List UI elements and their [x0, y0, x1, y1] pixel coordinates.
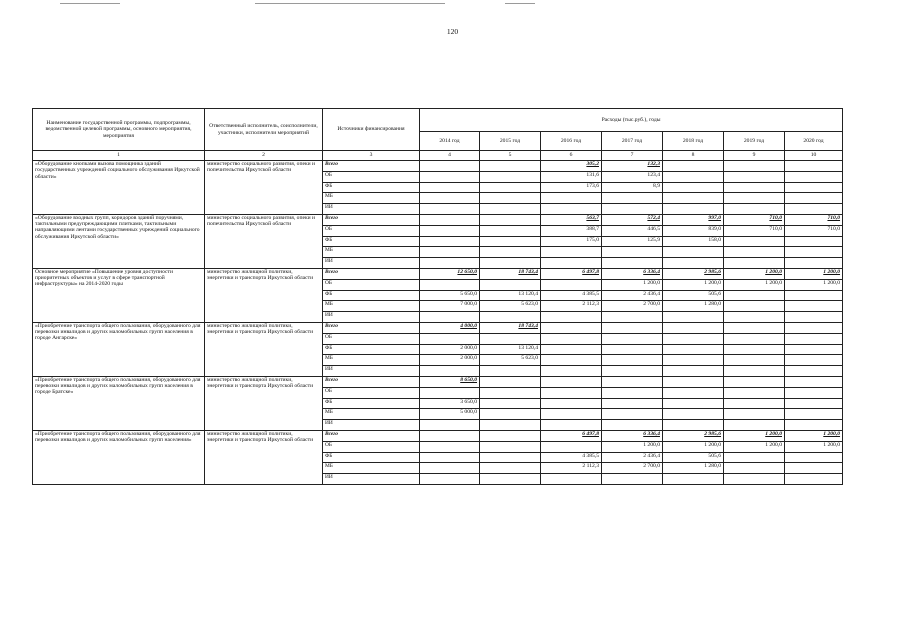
column-number: 3	[323, 151, 420, 161]
amount-cell: 2 985,6	[663, 430, 724, 441]
funding-source: ОБ	[323, 279, 420, 290]
amount-cell	[663, 387, 724, 398]
amount-cell: 1 200,0	[602, 441, 663, 452]
executor-name: министерство жилищной политики, энергетики и транспорта Иркутской области	[205, 268, 323, 322]
measure-name: «Приобретение транспорта общего пользования, оборудованного для перевозки инвалидов и других маломобильных групп населения»	[33, 430, 205, 484]
amount-cell: 2 000,0	[420, 355, 480, 366]
funding-source: МБ	[323, 301, 420, 312]
amount-cell: 13 120,4	[480, 344, 541, 355]
amount-cell	[420, 171, 480, 182]
amount-cell: 572,4	[602, 214, 663, 225]
amount-cell	[420, 247, 480, 258]
amount-cell	[785, 409, 843, 420]
amount-cell	[785, 366, 843, 377]
amount-cell	[602, 398, 663, 409]
measure-name: «Оборудование входных групп, коридоров зданий поручнями, тактильными предупреждающими плитками, тактильными направляющими лентами государственных учреждений социального обслуживания Иркутской области»	[33, 214, 205, 268]
amount-cell	[480, 204, 541, 215]
amount-cell	[480, 376, 541, 387]
amount-cell	[663, 398, 724, 409]
amount-cell	[420, 387, 480, 398]
amount-cell	[541, 344, 602, 355]
amount-cell	[480, 171, 541, 182]
amount-cell	[602, 474, 663, 485]
amount-cell	[785, 387, 843, 398]
funding-source: Всего	[323, 376, 420, 387]
amount-cell: 997,0	[663, 214, 724, 225]
amount-cell	[480, 214, 541, 225]
amount-cell: 446,5	[602, 225, 663, 236]
amount-cell: 1 200,0	[663, 279, 724, 290]
column-number: 6	[541, 151, 602, 161]
amount-cell: 2 436,4	[602, 452, 663, 463]
measure-name: «Приобретение транспорта общего пользования, оборудованного для перевозки инвалидов и других маломобильных групп населения в городе Ангарске»	[33, 322, 205, 376]
amount-cell: 6 336,4	[602, 430, 663, 441]
amount-cell	[602, 193, 663, 204]
amount-cell: 2 000,0	[420, 344, 480, 355]
amount-cell	[785, 474, 843, 485]
amount-cell: 4 385,5	[541, 452, 602, 463]
amount-cell	[602, 247, 663, 258]
table-row	[33, 268, 843, 279]
amount-cell	[480, 420, 541, 431]
amount-cell	[480, 430, 541, 441]
column-number: 7	[602, 151, 663, 161]
funding-source: Всего	[323, 430, 420, 441]
amount-cell	[480, 387, 541, 398]
header-year: 2017 год	[602, 132, 663, 151]
amount-cell: 1 200,0	[724, 430, 785, 441]
amount-cell: 123,4	[602, 171, 663, 182]
amount-cell	[480, 398, 541, 409]
amount-cell: 710,0	[785, 225, 843, 236]
amount-cell	[602, 409, 663, 420]
column-number: 8	[663, 151, 724, 161]
amount-cell	[541, 366, 602, 377]
amount-cell	[663, 409, 724, 420]
amount-cell: 710,0	[724, 225, 785, 236]
amount-cell	[724, 398, 785, 409]
funding-source: МБ	[323, 193, 420, 204]
amount-cell	[663, 247, 724, 258]
amount-cell	[420, 452, 480, 463]
header-year: 2014 год	[420, 132, 480, 151]
amount-cell	[480, 225, 541, 236]
amount-cell	[785, 247, 843, 258]
header-year: 2018 год	[663, 132, 724, 151]
amount-cell: 710,0	[724, 214, 785, 225]
amount-cell	[602, 344, 663, 355]
amount-cell	[785, 376, 843, 387]
amount-cell	[541, 312, 602, 323]
table-row	[33, 376, 843, 387]
executor-name: министерство жилищной политики, энергетики и транспорта Иркутской области	[205, 376, 323, 430]
funding-source: ФБ	[323, 290, 420, 301]
amount-cell	[541, 322, 602, 333]
amount-cell: 2 436,4	[602, 290, 663, 301]
amount-cell	[785, 301, 843, 312]
amount-cell	[541, 387, 602, 398]
amount-cell: 1 200,0	[785, 430, 843, 441]
funding-source: ИИ	[323, 420, 420, 431]
amount-cell: 4 385,5	[541, 290, 602, 301]
amount-cell	[541, 398, 602, 409]
amount-cell: 6 336,4	[602, 268, 663, 279]
amount-cell	[785, 344, 843, 355]
funding-source: ФБ	[323, 344, 420, 355]
amount-cell: 1 200,0	[785, 441, 843, 452]
funding-source: ИИ	[323, 312, 420, 323]
amount-cell: 158,0	[663, 236, 724, 247]
amount-cell: 305,2	[541, 161, 602, 172]
funding-source: ИИ	[323, 204, 420, 215]
amount-cell	[541, 441, 602, 452]
amount-cell	[724, 474, 785, 485]
amount-cell	[541, 247, 602, 258]
amount-cell	[480, 312, 541, 323]
amount-cell: 839,0	[663, 225, 724, 236]
amount-cell	[663, 193, 724, 204]
funding-source: Всего	[323, 214, 420, 225]
amount-cell	[724, 290, 785, 301]
page-number: 120	[446, 27, 459, 36]
amount-cell: 1 280,0	[663, 301, 724, 312]
amount-cell	[480, 366, 541, 377]
amount-cell: 1 280,0	[663, 463, 724, 474]
amount-cell: 1 200,0	[785, 268, 843, 279]
amount-cell: 1 200,0	[724, 268, 785, 279]
amount-cell	[663, 182, 724, 193]
column-number: 2	[205, 151, 323, 161]
amount-cell: 2 700,0	[602, 301, 663, 312]
amount-cell	[785, 236, 843, 247]
amount-cell: 131,6	[541, 171, 602, 182]
amount-cell: 2 112,3	[541, 301, 602, 312]
funding-source: ИИ	[323, 258, 420, 269]
header-executor: Ответственный исполнитель, соисполнители, участники, исполнители мероприятий	[205, 109, 323, 151]
amount-cell	[480, 193, 541, 204]
amount-cell	[420, 463, 480, 474]
amount-cell	[724, 236, 785, 247]
funding-source: ОБ	[323, 225, 420, 236]
amount-cell	[785, 333, 843, 344]
amount-cell	[724, 322, 785, 333]
amount-cell: 563,7	[541, 214, 602, 225]
amount-cell: 5 623,0	[480, 355, 541, 366]
scan-edge-line	[505, 3, 535, 4]
amount-cell: 12 650,0	[420, 268, 480, 279]
amount-cell	[785, 171, 843, 182]
amount-cell	[724, 355, 785, 366]
header-year: 2019 год	[724, 132, 785, 151]
amount-cell	[785, 312, 843, 323]
amount-cell	[602, 204, 663, 215]
executor-name: министерство жилищной политики, энергетики и транспорта Иркутской области	[205, 322, 323, 376]
amount-cell	[480, 474, 541, 485]
amount-cell	[541, 376, 602, 387]
funding-source: МБ	[323, 463, 420, 474]
amount-cell	[420, 225, 480, 236]
header-source: Источники финансирования	[323, 109, 420, 151]
amount-cell	[602, 376, 663, 387]
amount-cell	[724, 258, 785, 269]
amount-cell	[420, 258, 480, 269]
amount-cell	[480, 452, 541, 463]
amount-cell: 388,7	[541, 225, 602, 236]
amount-cell	[602, 420, 663, 431]
table-row	[33, 214, 843, 225]
amount-cell	[724, 420, 785, 431]
amount-cell	[541, 333, 602, 344]
executor-name: министерство социального развития, опеки и попечительства Иркутской области	[205, 161, 323, 215]
amount-cell	[541, 355, 602, 366]
funding-source: ФБ	[323, 452, 420, 463]
executor-name: министерство социального развития, опеки и попечительства Иркутской области	[205, 214, 323, 268]
amount-cell: 7 000,0	[420, 301, 480, 312]
amount-cell: 1 200,0	[724, 441, 785, 452]
funding-source: МБ	[323, 355, 420, 366]
amount-cell	[785, 355, 843, 366]
amount-cell	[420, 441, 480, 452]
amount-cell: 505,6	[663, 452, 724, 463]
amount-cell	[785, 452, 843, 463]
amount-cell	[663, 420, 724, 431]
column-number: 10	[785, 151, 843, 161]
amount-cell: 175,0	[541, 236, 602, 247]
amount-cell: 18 743,4	[480, 268, 541, 279]
amount-cell: 2 985,6	[663, 268, 724, 279]
amount-cell: 8,9	[602, 182, 663, 193]
amount-cell	[724, 301, 785, 312]
amount-cell	[420, 193, 480, 204]
amount-cell	[663, 344, 724, 355]
amount-cell	[785, 204, 843, 215]
amount-cell	[724, 247, 785, 258]
amount-cell	[663, 366, 724, 377]
amount-cell	[724, 182, 785, 193]
amount-cell	[724, 463, 785, 474]
amount-cell	[420, 161, 480, 172]
amount-cell	[480, 409, 541, 420]
amount-cell	[663, 161, 724, 172]
amount-cell	[785, 290, 843, 301]
funding-source: МБ	[323, 247, 420, 258]
amount-cell	[663, 355, 724, 366]
funding-source: ИИ	[323, 366, 420, 377]
amount-cell	[541, 279, 602, 290]
header-year: 2015 год	[480, 132, 541, 151]
amount-cell	[480, 279, 541, 290]
column-number: 1	[33, 151, 205, 161]
funding-source: ОБ	[323, 387, 420, 398]
funding-source: ОБ	[323, 333, 420, 344]
amount-cell	[420, 366, 480, 377]
amount-cell: 1 200,0	[785, 279, 843, 290]
header-expenses: Расходы (тыс.руб.), годы	[420, 109, 843, 132]
amount-cell: 5 650,0	[420, 290, 480, 301]
amount-cell	[724, 387, 785, 398]
amount-cell	[420, 182, 480, 193]
amount-cell	[724, 366, 785, 377]
amount-cell: 173,6	[541, 182, 602, 193]
amount-cell	[541, 258, 602, 269]
measure-name: Основное мероприятие «Повышение уровня доступности приоритетных объектов и услуг в сфере транспортной инфраструктуры» на 2014-2020 годы	[33, 268, 205, 322]
amount-cell: 3 650,0	[420, 398, 480, 409]
funding-source: Всего	[323, 268, 420, 279]
amount-cell	[663, 204, 724, 215]
amount-cell	[724, 409, 785, 420]
amount-cell	[663, 312, 724, 323]
amount-cell: 505,6	[663, 290, 724, 301]
amount-cell	[420, 204, 480, 215]
measure-name: «Приобретение транспорта общего пользования, оборудованного для перевозки инвалидов и других маломобильных групп населения в городе Братске»	[33, 376, 205, 430]
amount-cell	[785, 322, 843, 333]
table-row	[33, 322, 843, 333]
amount-cell: 6 497,8	[541, 268, 602, 279]
amount-cell: 13 120,4	[480, 290, 541, 301]
amount-cell	[480, 236, 541, 247]
executor-name: министерство жилищной политики, энергетики и транспорта Иркутской области	[205, 430, 323, 484]
amount-cell	[420, 420, 480, 431]
amount-cell	[541, 204, 602, 215]
column-number: 5	[480, 151, 541, 161]
amount-cell	[785, 398, 843, 409]
amount-cell	[420, 236, 480, 247]
amount-cell	[480, 247, 541, 258]
amount-cell	[541, 474, 602, 485]
amount-cell	[663, 333, 724, 344]
amount-cell: 1 200,0	[602, 279, 663, 290]
table-row	[33, 430, 843, 441]
funding-source: ОБ	[323, 441, 420, 452]
amount-cell	[480, 463, 541, 474]
amount-cell	[724, 452, 785, 463]
amount-cell: 8 650,0	[420, 376, 480, 387]
amount-cell	[785, 182, 843, 193]
amount-cell	[602, 366, 663, 377]
column-number: 9	[724, 151, 785, 161]
table-body	[33, 161, 843, 485]
scan-edge-line	[60, 3, 120, 4]
amount-cell	[420, 474, 480, 485]
amount-cell	[420, 312, 480, 323]
amount-cell	[480, 333, 541, 344]
amount-cell	[480, 182, 541, 193]
amount-cell	[541, 193, 602, 204]
amount-cell	[602, 355, 663, 366]
amount-cell	[602, 387, 663, 398]
amount-cell	[602, 312, 663, 323]
funding-source: Всего	[323, 161, 420, 172]
amount-cell: 125,9	[602, 236, 663, 247]
amount-cell	[602, 333, 663, 344]
amount-cell: 4 000,0	[420, 322, 480, 333]
amount-cell	[785, 193, 843, 204]
funding-source: МБ	[323, 409, 420, 420]
amount-cell	[785, 258, 843, 269]
amount-cell: 1 200,0	[663, 441, 724, 452]
amount-cell: 710,0	[785, 214, 843, 225]
amount-cell	[724, 161, 785, 172]
budget-table	[32, 108, 843, 485]
amount-cell: 5 623,0	[480, 301, 541, 312]
funding-source: ФБ	[323, 236, 420, 247]
funding-source: ОБ	[323, 171, 420, 182]
amount-cell	[420, 279, 480, 290]
amount-cell	[724, 171, 785, 182]
amount-cell: 132,3	[602, 161, 663, 172]
amount-cell	[480, 258, 541, 269]
amount-cell	[420, 333, 480, 344]
amount-cell	[724, 376, 785, 387]
amount-cell: 5 000,0	[420, 409, 480, 420]
amount-cell	[724, 193, 785, 204]
amount-cell	[541, 409, 602, 420]
amount-cell	[480, 161, 541, 172]
amount-cell: 6 497,8	[541, 430, 602, 441]
amount-cell	[663, 171, 724, 182]
amount-cell	[785, 420, 843, 431]
amount-cell	[785, 161, 843, 172]
amount-cell: 1 200,0	[724, 279, 785, 290]
column-number: 4	[420, 151, 480, 161]
amount-cell	[785, 463, 843, 474]
header-year: 2016 год	[541, 132, 602, 151]
measure-name: «Оборудование кнопками вызова помощника зданий государственных учреждений социального обслуживания Иркутской области»	[33, 161, 205, 215]
amount-cell	[420, 214, 480, 225]
amount-cell: 2 112,3	[541, 463, 602, 474]
amount-cell	[724, 204, 785, 215]
amount-cell	[724, 344, 785, 355]
scan-edge-line	[255, 3, 445, 4]
header-year: 2020 год	[785, 132, 843, 151]
header-name: Наименование государственной программы, подпрограммы, ведомственной целевой программы, основного мероприятия, мероприятия	[33, 109, 205, 151]
amount-cell	[724, 333, 785, 344]
amount-cell	[480, 441, 541, 452]
amount-cell	[602, 322, 663, 333]
funding-source: ФБ	[323, 182, 420, 193]
amount-cell: 2 700,0	[602, 463, 663, 474]
table-row	[33, 161, 843, 172]
amount-cell	[663, 322, 724, 333]
funding-source: ФБ	[323, 398, 420, 409]
amount-cell	[663, 474, 724, 485]
funding-source: Всего	[323, 322, 420, 333]
funding-source: ИИ	[323, 474, 420, 485]
amount-cell	[663, 258, 724, 269]
amount-cell	[602, 258, 663, 269]
amount-cell	[663, 376, 724, 387]
amount-cell	[724, 312, 785, 323]
amount-cell	[420, 430, 480, 441]
amount-cell	[541, 420, 602, 431]
amount-cell: 18 743,4	[480, 322, 541, 333]
